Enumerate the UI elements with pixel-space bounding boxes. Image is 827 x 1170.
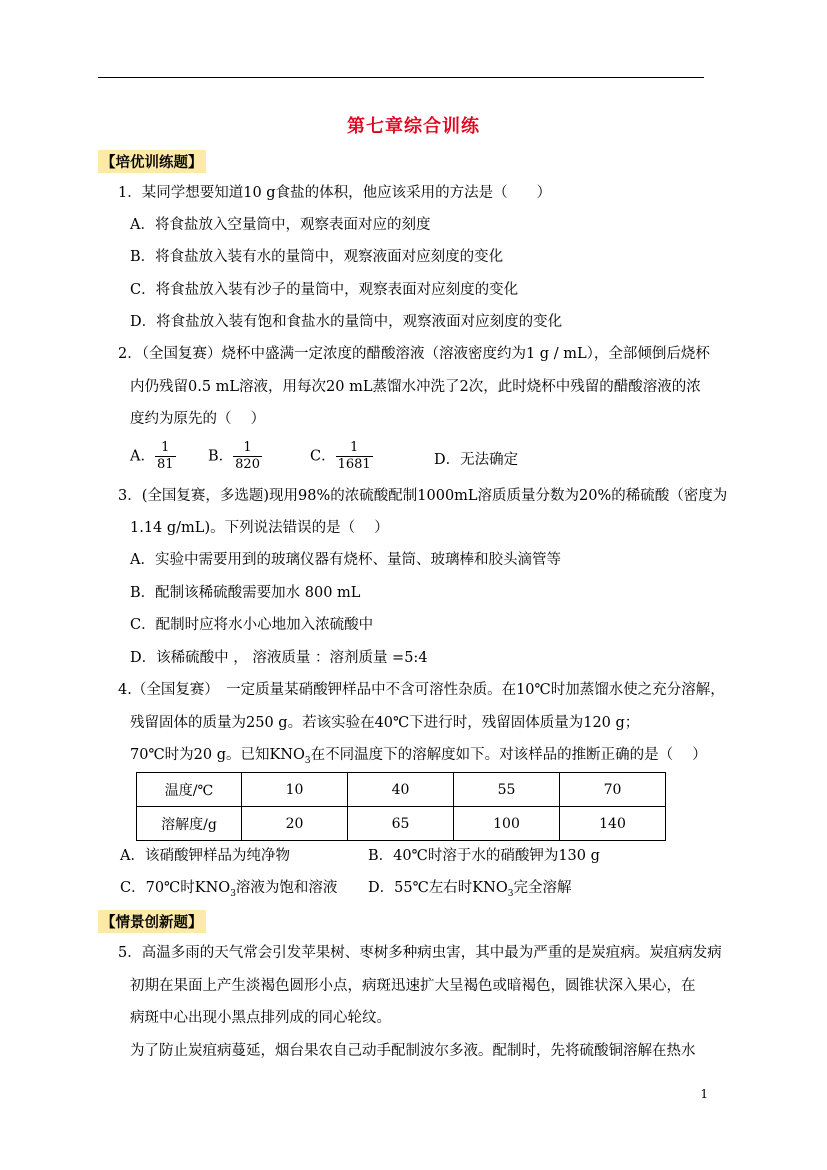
q2-stem-line2: 内仍残留0.5 mL溶液，用每次20 mL蒸馏水冲洗了2次，此时烧杯中残留的醋酸溶液的浓 <box>130 379 701 395</box>
q4-option-d <box>368 878 571 904</box>
table-cell: 65 <box>348 807 454 841</box>
q2-option-a-label: A． <box>130 448 155 465</box>
q2-option-a <box>130 440 176 473</box>
q4-option-d-part2: 完全溶解 <box>513 880 572 896</box>
q2-option-d: D．无法确定 <box>434 452 519 468</box>
fraction-numerator: 1 <box>155 440 176 457</box>
q2-option-c-label: C． <box>310 448 336 465</box>
q4-option-c <box>120 878 337 904</box>
q4-stem-line1: 4.（全国复赛） 一定质量某硝酸钾样品中不含可溶性杂质。在10℃时加蒸馏水使之充分溶解， <box>118 682 725 698</box>
q2-option-b-label: B． <box>208 448 234 465</box>
header-rule <box>98 77 704 78</box>
q1-stem: 1．某同学想要知道10 g食盐的体积，他应该采用的方法是（ ） <box>118 185 552 201</box>
q4-option-d-part1: D．55℃左右时KNO <box>368 880 508 896</box>
q4-stem-line3 <box>130 745 707 771</box>
section-heading-scenario: 【情景创新题】 <box>98 910 206 933</box>
q2-option-a-fraction <box>155 440 176 473</box>
q5-line2: 初期在果面上产生淡褐色圆形小点，病斑迅速扩大呈褐色或暗褐色，圆锥状深入果心，在 <box>130 978 696 994</box>
q3-option-d: D．该稀硫酸中 ， 溶液质量 ：溶剂质量 =5:4 <box>130 650 428 666</box>
q3-stem-line2: 1.14 g/mL)。下列说法错误的是（ ） <box>130 520 389 536</box>
fraction-denominator: 820 <box>235 457 260 472</box>
q2-option-b <box>208 440 262 473</box>
q3-stem-line1: 3．(全国复赛，多选题)现用98%的浓硫酸配制1000mL溶质质量分数为20%的稀硫酸（密度为 <box>118 488 728 504</box>
q1-option-c: C．将食盐放入装有沙子的量筒中，观察表面对应刻度的变化 <box>130 282 519 298</box>
table-cell: 温度/℃ <box>137 773 242 807</box>
table-cell: 10 <box>242 773 348 807</box>
table-cell: 70 <box>560 773 666 807</box>
q1-option-d: D．将食盐放入装有饱和食盐水的量筒中，观察液面对应刻度的变化 <box>130 314 563 330</box>
page-title: 第七章综合训练 <box>347 116 480 137</box>
q4-stem-line2: 残留固体的质量为250 g。若该实验在40℃下进行时，残留固体质量为120 g； <box>130 715 640 731</box>
q5-line3: 病斑中心出现小黑点排列成的同心轮纹。 <box>130 1010 391 1026</box>
table-cell: 100 <box>454 807 560 841</box>
table-cell: 55 <box>454 773 560 807</box>
section-heading-training: 【培优训练题】 <box>98 150 206 173</box>
subscript: 3 <box>230 888 236 899</box>
q3-option-c: C．配制时应将水小心地加入浓硫酸中 <box>130 617 374 633</box>
table-row <box>137 807 666 841</box>
q2-stem-line1: 2．（全国复赛）烧杯中盛满一定浓度的醋酸溶液（溶液密度约为1 g / mL），全部倾倒后烧杯 <box>118 346 710 362</box>
table-row <box>137 773 666 807</box>
q4-option-c-part2: 溶液为饱和溶液 <box>235 880 338 896</box>
fraction-denominator: 81 <box>156 457 174 472</box>
q5-line4: 为了防止炭疽病蔓延，烟台果农自己动手配制波尔多液。配制时，先将硫酸铜溶解在热水 <box>130 1043 696 1059</box>
q4-option-b: B．40℃时溶于水的硝酸钾为130 g <box>368 848 600 864</box>
table-cell: 20 <box>242 807 348 841</box>
q3-option-b: B．配制该稀硫酸需要加水 800 mL <box>130 585 361 601</box>
fraction-denominator: 1681 <box>337 457 371 472</box>
solubility-table <box>136 772 666 841</box>
fraction-numerator: 1 <box>336 440 373 457</box>
q1-option-b: B．将食盐放入装有水的量筒中，观察液面对应刻度的变化 <box>130 249 504 265</box>
q4-option-a: A．该硝酸钾样品为纯净物 <box>120 848 290 864</box>
q2-option-c <box>310 440 373 473</box>
q2-option-b-fraction <box>233 440 262 473</box>
q4-option-c-part1: C．70℃时KNO <box>120 880 231 896</box>
page-number-text: 1 <box>700 1087 708 1101</box>
fraction-numerator: 1 <box>233 440 262 457</box>
q2-option-c-fraction <box>336 440 373 473</box>
q2-stem-line3: 度约为原先的（ ） <box>130 411 266 427</box>
table-cell: 140 <box>560 807 666 841</box>
table-cell: 溶解度/g <box>137 807 242 841</box>
table-cell: 40 <box>348 773 454 807</box>
subscript: 3 <box>507 888 514 899</box>
q4-stem-line3-part2: 在不同温度下的溶解度如下。对该样品的推断正确的是（ ） <box>310 747 707 763</box>
subscript: 3 <box>304 755 311 766</box>
q5-line1: 5．高温多雨的天气常会引发苹果树、枣树多种病虫害，其中最为严重的是炭疽病。炭疽病发病 <box>118 945 722 961</box>
q4-stem-line3-part1: 70℃时为20 g。已知KNO <box>130 747 305 763</box>
q3-option-a: A．实验中需要用到的玻璃仪器有烧杯、量筒、玻璃棒和胶头滴管等 <box>130 552 561 568</box>
q1-option-a: A．将食盐放入空量筒中，观察表面对应的刻度 <box>130 217 431 233</box>
